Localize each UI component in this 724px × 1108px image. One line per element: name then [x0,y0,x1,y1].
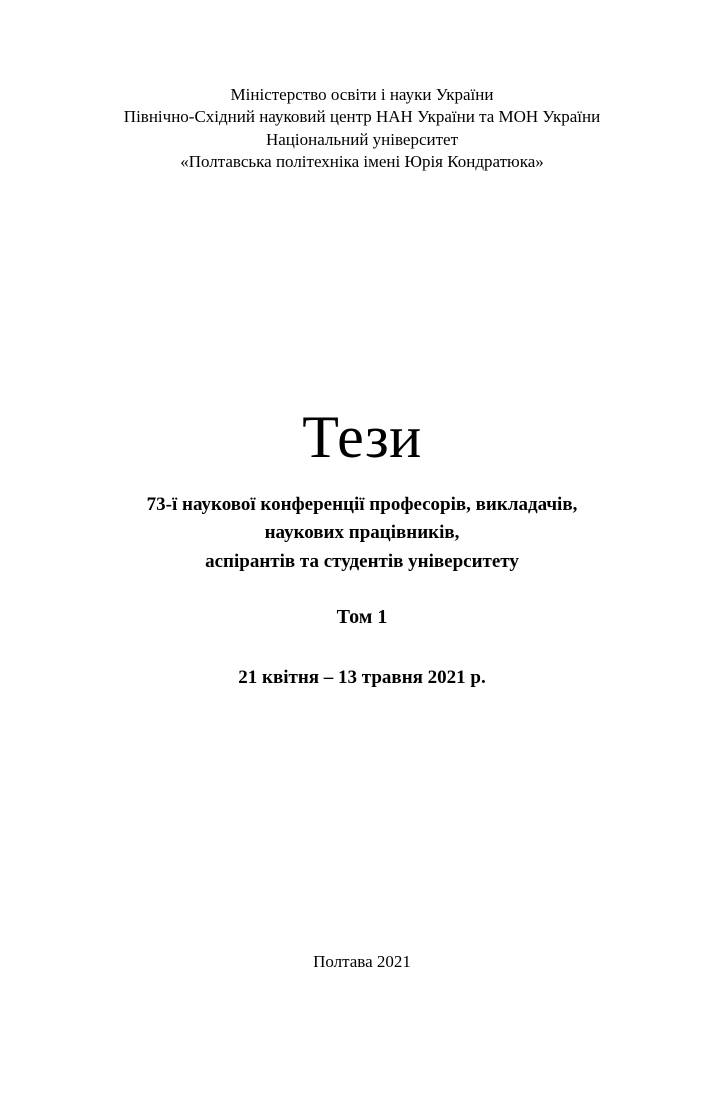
conference-subtitle [70,491,654,577]
header-line-ministry: Міністерство освіти і науки України [230,85,494,104]
volume-label: Том 1 [336,606,388,629]
subtitle-line-1: 73-ї наукової конференції професорів, викладачів, [146,493,578,515]
header-line-university: Національний університет [265,129,459,149]
title-page [0,84,724,1108]
subtitle-line-3: аспірантів та студентів університету [205,550,519,572]
subtitle-line-2: наукових працівників, [264,522,460,544]
imprint-footer: Полтава 2021 [313,952,411,971]
page-title: Тези [302,403,422,470]
header-line-university-name: «Полтавська політехніка імені Юрія Кондратюка» [180,152,544,172]
conference-dates: 21 квітня – 13 травня 2021 р. [238,667,486,689]
publisher-header [70,84,654,174]
header-line-science-center: Північно-Східний науковий центр НАН України та МОН України [123,107,601,127]
